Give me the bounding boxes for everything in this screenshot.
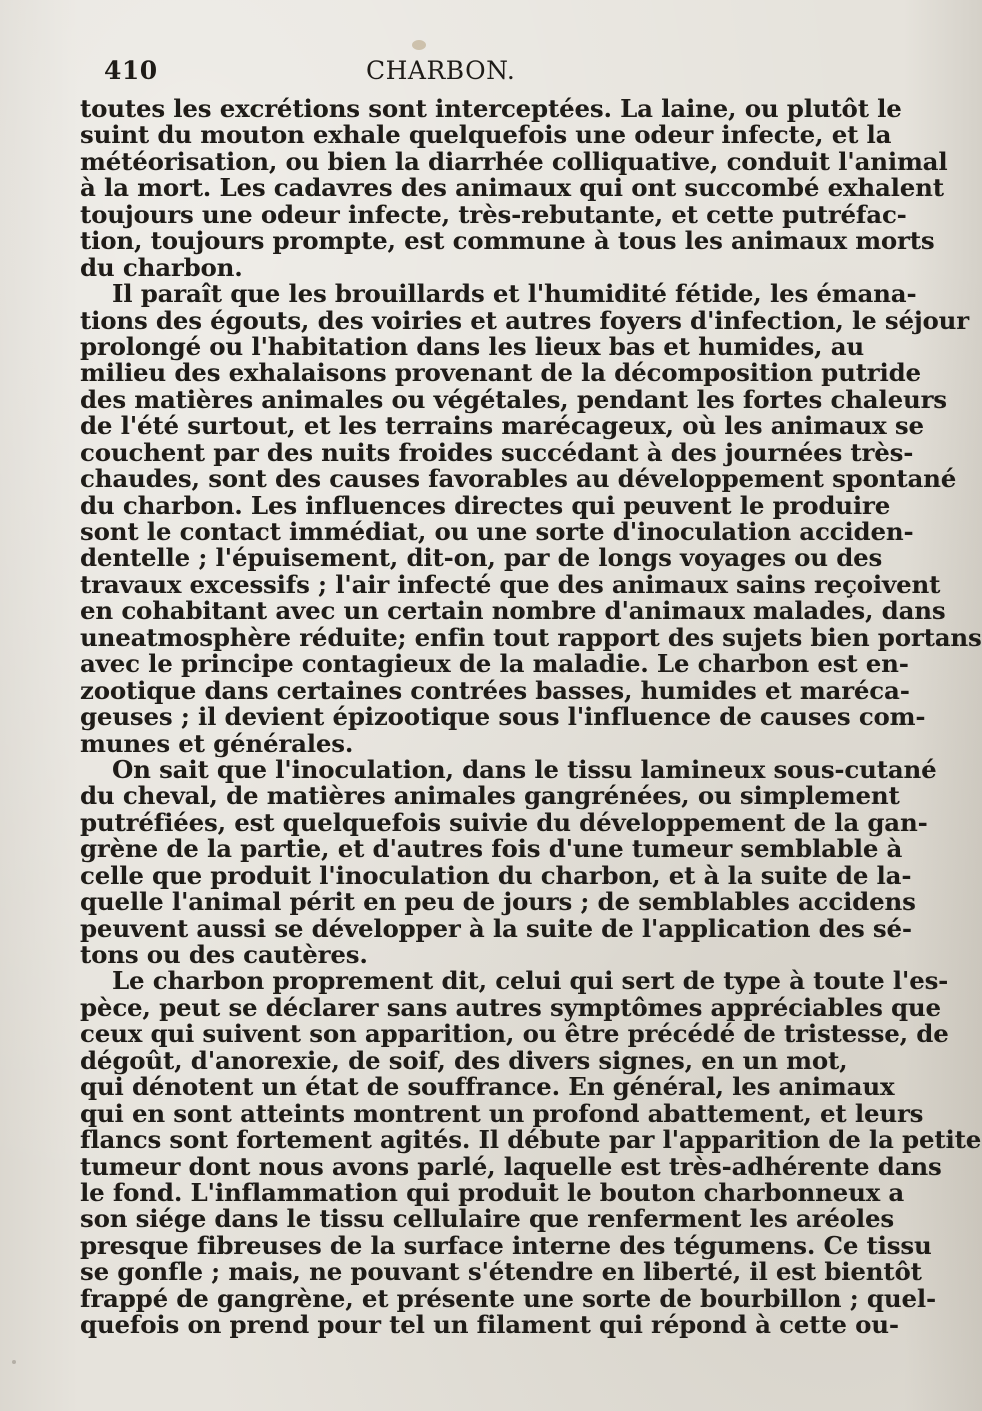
text-line: peuvent aussi se développer à la suite de l'application des sé- — [80, 913, 912, 943]
paragraph-start-line: Il paraît que les brouillards et l'humidité fétide, les émana- — [112, 279, 917, 309]
text-line: prolongé ou l'habitation dans les lieux bas et humides, au — [80, 331, 864, 361]
text-line: son siége dans le tissu cellulaire que renferment les aréoles — [80, 1204, 894, 1234]
body-text — [80, 94, 982, 1340]
text-line: en cohabitant avec un certain nombre d'animaux malades, dans — [80, 596, 946, 626]
text-line: celle que produit l'inoculation du charbon, et à la suite de la- — [80, 860, 912, 890]
text-line: quelle l'animal périt en peu de jours ; de semblables accidens — [80, 887, 916, 917]
running-head: CHARBON. — [366, 56, 516, 85]
text-line: grène de la partie, et d'autres fois d'une tumeur semblable à — [80, 834, 903, 864]
text-line: le fond. L'inflammation qui produit le bouton charbonneux a — [80, 1177, 905, 1207]
paper-speck — [12, 1360, 16, 1364]
paragraph-start-line: Le charbon proprement dit, celui qui sert de type à toute l'es- — [112, 966, 949, 996]
text-line: flancs sont fortement agités. Il débute par l'apparition de la petite — [80, 1125, 982, 1155]
text-line: du charbon. Les influences directes qui peuvent le produire — [80, 490, 891, 520]
text-line: chaudes, sont des causes favorables au développement spontané — [80, 464, 957, 494]
paper-speck — [412, 40, 426, 50]
text-line: milieu des exhalaisons provenant de la décomposition putride — [80, 358, 921, 388]
text-line: quefois on prend pour tel un filament qui répond à cette ou- — [80, 1310, 899, 1340]
text-line: pèce, peut se déclarer sans autres symptômes appréciables que — [80, 992, 941, 1022]
text-line: tion, toujours prompte, est commune à tous les animaux morts — [80, 226, 935, 256]
text-line: avec le principe contagieux de la maladie. Le charbon est en- — [80, 649, 909, 679]
text-line: putréfiées, est quelquefois suivie du développement de la gan- — [80, 807, 928, 837]
text-line: zootique dans certaines contrées basses, humides et maréca- — [80, 675, 910, 705]
text-line: tons ou des cautères. — [80, 940, 368, 969]
text-line: du charbon. — [80, 252, 243, 282]
text-line: toutes les excrétions sont interceptées. La laine, ou plutôt le — [80, 94, 902, 123]
page-header — [104, 56, 660, 92]
text-line: dégoût, d'anorexie, de soif, des divers signes, en un mot, — [80, 1045, 848, 1075]
text-line: travaux excessifs ; l'air infecté que des animaux sains reçoivent — [80, 569, 941, 599]
text-line: dentelle ; l'épuisement, dit-on, par de longs voyages ou des — [80, 543, 883, 573]
text-line: du cheval, de matières animales gangrénées, ou simplement — [80, 781, 900, 811]
text-line: tions des égouts, des voiries et autres foyers d'infection, le séjour — [80, 305, 969, 335]
text-line: de l'été surtout, et les terrains marécageux, où les animaux se — [80, 411, 924, 441]
text-line: toujours une odeur infecte, très-rebutante, et cette putréfac- — [80, 199, 907, 229]
text-line: se gonfle ; mais, ne pouvant s'étendre en liberté, il est bientôt — [80, 1257, 922, 1287]
text-line: tumeur dont nous avons parlé, laquelle est très-adhérente dans — [80, 1151, 942, 1181]
page-number: 410 — [104, 56, 158, 85]
text-line: ceux qui suivent son apparition, ou être précédé de tristesse, de — [80, 1019, 949, 1049]
paragraph-start-line: On sait que l'inoculation, dans le tissu lamineux sous-cutané — [112, 754, 937, 784]
paper-speck — [778, 480, 781, 483]
text-line: presque fibreuses de la surface interne des tégumens. Ce tissu — [80, 1230, 932, 1260]
text-line: suint du mouton exhale quelquefois une odeur infecte, et la — [80, 120, 892, 150]
text-line: geuses ; il devient épizootique sous l'influence de causes com- — [80, 702, 926, 732]
text-line: frappé de gangrène, et présente une sorte de bourbillon ; quel- — [80, 1283, 936, 1313]
text-line: qui dénotent un état de souffrance. En général, les animaux — [80, 1072, 895, 1102]
text-line: couchent par des nuits froides succédant à des journées très- — [80, 437, 914, 467]
text-line: qui en sont atteints montrent un profond abattement, et leurs — [80, 1098, 924, 1128]
text-line: des matières animales ou végétales, pendant les fortes chaleurs — [80, 384, 947, 414]
text-line: à la mort. Les cadavres des animaux qui ont succombé exhalent — [80, 173, 944, 203]
text-line: munes et générales. — [80, 728, 354, 758]
text-line: météorisation, ou bien la diarrhée colliquative, conduit l'animal — [80, 146, 948, 176]
text-line: uneatmosphère réduite; enfin tout rapport des sujets bien portans — [80, 622, 982, 652]
text-line: sont le contact immédiat, ou une sorte d'inoculation acciden- — [80, 517, 914, 546]
